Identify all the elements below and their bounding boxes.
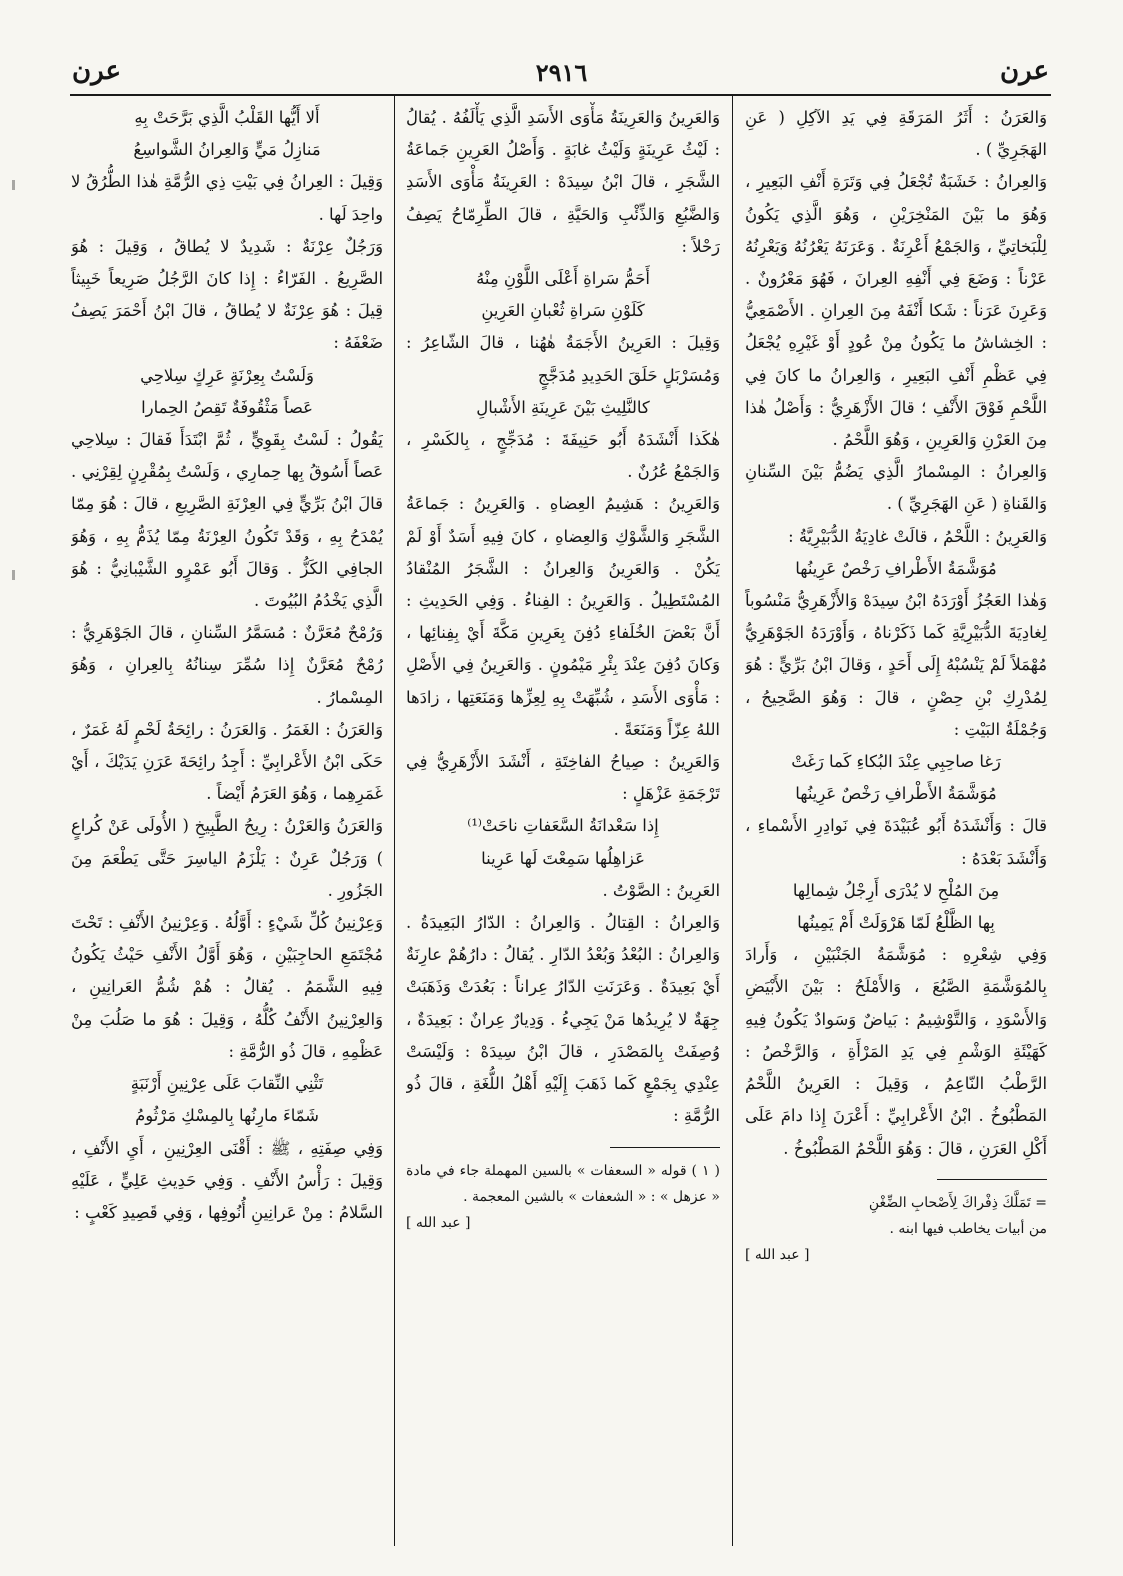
entry-paragraph: وَفِي صِفَتِهِ ، ﷺ : أَقْنَى العِرْنِينِ ، أَيِ الأَنْفِ ، وَقِيلَ : رَأْسُ الأَنْفِ . وَفِي حَدِيثِ عَلِيٍّ ، عَلَيْهِ السَّلامُ : مِنْ عَرانِينِ أُنُوفِها ، وَفِي قَصِيدِ كَعْبٍ : xyxy=(71,1138,383,1222)
verse-line: كَلَوْنِ سَراةِ ثُعْبانِ العَرِينِ xyxy=(481,301,645,321)
entry-paragraph: وَالعَرِينُ : اللَّحْمُ ، قالَتْ غادِيَةُ الدُّبَيْرِيَّةُ : xyxy=(788,526,1047,546)
page-number: ٢٩١٦ xyxy=(535,58,588,87)
entry-paragraph: وَالعِرانُ : خَشَبَةٌ تُجْعَلُ فِي وَتَرَةِ أَنْفِ البَعِيرِ ، وَهُوَ ما بَيْنَ المَنْخِرَيْنِ ، وَهُوَ الَّذِي يَكُونُ لِلْبَخاتِيِّ ، وَالجَمْعُ أَعْرِنَةٌ . وَعَرَنَهُ يَعْرُنُهُ وَيَعْرِنُهُ عَرْناً : وَضَعَ فِي أَنْفِهِ العِرانَ ، فَهُوَ مَعْرُونٌ . وَعَرِنَ عَرَناً : شَكا أَنْفَهُ مِنَ العِرانِ . الأَصْمَعِيُّ : الخِشاشُ ما يَكُونُ مِنْ عُودٍ أَوْ غَيْرِهِ يُجْعَلُ فِي عَظْمِ أَنْفِ البَعِيرِ ، وَالعِرانُ ما كانَ فِي اللَّحْمِ فَوْقَ الأَنْفِ ؛ قالَ الأَزْهَرِيُّ : وَأَصْلُ هٰذا مِنَ العَرْنِ وَالعَرِينِ ، وَهُوَ اللَّحْمُ . xyxy=(745,172,1047,450)
scan-mark xyxy=(12,180,15,190)
footnote-signature: [ عبد الله ] xyxy=(745,1246,810,1263)
column-middle xyxy=(406,102,720,1546)
entry-paragraph: وَالعَرِينُ : صِياحُ الفاخِتَةِ ، أَنْشَدَ الأَزْهَرِيُّ فِي تَرْجَمَةِ عَزْهَلٍ : xyxy=(406,752,720,804)
entry-paragraph: قالَ : وَأَنْشَدَهُ أَبُو عُبَيْدَةَ فِي نَوادِرِ الأَسْماءِ ، وَأَنْشَدَ بَعْدَهُ : xyxy=(745,816,1047,868)
entry-paragraph: وَالعَرَنُ : الغَمَرُ . وَالعَرَنُ : رائِحَةُ لَحْمٍ لَهُ غَمَرٌ ، حَكَى ابْنُ الأَعْرابِيِّ : أَجِدُ رائِحَةَ عَرَنِ يَدَيْكَ ، أَيْ غَمَرِهِما ، وَهُوَ العَرَمُ أَيْضاً . xyxy=(71,719,383,804)
entry-paragraph: هٰكَذا أَنْشَدَهُ أَبُو حَنِيفَةَ : مُدَجِّجٍ ، بِالكَسْرِ ، وَالجَمْعُ عُرُنٌ . xyxy=(406,430,720,482)
entry-paragraph: وَقِيلَ : العَرِينُ الأَجَمَةُ هٰهُنا ، قالَ الشّاعِرُ : وَمُسَرْبَلٍ حَلَقَ الحَدِيدِ مُدَجَّجٍ xyxy=(406,333,720,385)
entry-paragraph: وَالعَرِينُ : هَشِيمُ العِضاهِ . وَالعَرِينُ : جَماعَةُ الشَّجَرِ وَالشَّوْكِ وَالعِضاهِ ، كانَ فِيهِ أَسَدٌ أَوْ لَمْ يَكُنْ . وَالعَرِينُ وَالعِرانُ : الشَّجَرُ المُنْقادُ المُسْتَطِيلُ . وَالعَرِينُ : الفِناءُ . وَفِي الحَدِيثِ : أَنَّ بَعْضَ الخُلَفاءِ دُفِنَ بِعَرِينِ مَكَّةَ أَيْ بِفِنائِها ، وَكانَ دُفِنَ عِنْدَ بِئْرِ مَيْمُونٍ . وَالعَرِينُ فِي الأَصْلِ : مَأْوَى الأَسَدِ ، شُبِّهَتْ بِهِ لِعِزِّها وَمَنَعَتِها ، زادَها اللهُ عِزّاً وَمَنَعَةً . xyxy=(406,494,720,739)
entry-paragraph: يَقُولُ : لَسْتُ بِقَوِيٍّ ، ثُمَّ ابْتَدَأَ فَقالَ : سِلاحِي عَصاً أَسُوقُ بِها حِمارِي ، وَلَسْتُ بِمُقْرِنٍ لِقِرْنِي . قالَ ابْنُ بَرِّيٍّ فِي العِرْنَةِ الصَّرِيعِ ، قالَ : هُوَ مِمّا يُمْدَحُ بِهِ ، وَقَدْ تَكُونُ العِرْنَةُ مِمّا يُذَمُّ بِهِ ، وَهُوَ الجافِي الكَزُّ . وَقالَ أَبُو عَمْرٍو الشَّيْبانِيُّ : هُوَ الَّذِي يَخْدُمُ البُيُوتَ . xyxy=(71,430,383,611)
verse-line: تَثْنِي النِّقابَ عَلَى عِرْنِينِ أَرْنَبَةٍ xyxy=(130,1074,324,1094)
verse-line: مِنَ المُلْحِ لا يُدْرَى أَرِجْلُ شِمالِها xyxy=(792,880,1000,900)
verse-line: مَنازِلُ مَيٍّ وَالعِرانُ الشَّواسِعُ xyxy=(133,140,321,160)
verse-line: رَغا صاحِبِي عِنْدَ البُكاءِ كَما رَغَتْ xyxy=(791,752,1001,772)
header-root-right: عرن xyxy=(1000,56,1049,86)
footnote-text: ( ١ ) قوله « السعفات » بالسين المهملة جاء في مادة « عزهل » : « الشعفات » بالشين المعجمة . xyxy=(406,1162,720,1205)
entry-paragraph: وَالعِرانُ : القِتالُ . وَالعِرانُ : الدّارُ البَعِيدَةُ . وَالعِرانُ : البُعْدُ وَبُعْدُ الدّارِ . يُقالُ : دارُهُمْ عارِنَةٌ أَيْ بَعِيدَةٌ . وَعَرَنَتِ الدّارُ عِراناً : بَعُدَتْ وَذَهَبَتْ جِهَةٌ لا يُرِيدُها مَنْ يَجِيءُ . وَدِيارٌ عِرانٌ : بَعِيدَةٌ ، وُصِفَتْ بِالمَصْدَرِ ، قالَ ابْنُ سِيدَهْ : وَلَيْسَتْ عِنْدِي بِجَمْعٍ كَما ذَهَبَ إِلَيْهِ أَهْلُ اللُّغَةِ ، قالَ ذُو الرُّمَّةِ : xyxy=(406,913,720,1126)
verse-line: بِها الظَّلْعُ لَمّا هَرْوَلَتْ أَمْ يَمِينُها xyxy=(797,913,995,933)
verse-line: مُوَشَّمَةُ الأَطْرافِ رَخْصٌ عَرِينُها xyxy=(795,558,997,578)
entry-paragraph: وَفِي شِعْرِهِ : مُوَشَّمَةُ الجَنْبَيْنِ ، وَأَرادَ بِالمُوَشَّمَةِ الصَّبُعَ ، وَالأَمْلَحُ : بَيْنَ الأَبْيَضِ وَالأَسْوَدِ ، وَالتَّوْشِيمُ : بَياضٌ وَسَوادٌ يَكُونُ فِيهِ كَهَيْئَةِ الوَشْمِ فِي يَدِ المَرْأَةِ ، وَالرَّخْصُ : الرَّطْبُ النّاعِمُ ، وَقِيلَ : العَرِينُ اللَّحْمُ المَطْبُوخُ . ابْنُ الأَعْرابِيِّ : أَعْرَنَ إِذا دامَ عَلَى أَكْلِ العَرَنِ ، قالَ : وَهُوَ اللَّحْمُ المَطْبُوخُ . xyxy=(745,945,1047,1158)
scan-mark xyxy=(12,570,15,580)
entry-paragraph: العَرِينُ : الصَّوْتُ . xyxy=(602,880,720,900)
entry-paragraph: وَرُمْحٌ مُعَرَّنٌ : مُسَمَّرُ السِّنانِ ، قالَ الجَوْهَرِيُّ : رُمْحٌ مُعَرَّنٌ إِذا سُمِّرَ سِنانُهُ بِالعِرانِ ، وَهُوَ المِسْمارُ . xyxy=(71,623,383,707)
verse-line: عَزاهِلُها سَمِعْتَ لَها عَرِينا xyxy=(481,848,645,868)
footnote-rule xyxy=(610,1147,720,1148)
header-root-left: عرن xyxy=(72,56,121,86)
entry-paragraph: وَهٰذا العَجُزُ أَوْرَدَهُ ابْنُ سِيدَهْ وَالأَزْهَرِيُّ مَنْسُوباً لِغادِيَةَ الدُّبَيْرِيَّةِ كَما ذَكَرْناهُ ، وَأَوْرَدَهُ الجَوْهَرِيُّ مُهْمَلاً لَمْ يَنْسُبْهُ إِلَى أَحَدٍ ، وَقالَ ابْنُ بَرِّيٍّ : هُوَ لِمُدْرِكِ بْنِ حِصْنٍ ، قالَ : وَهُوَ الصَّحِيحُ ، وَجُمْلَةُ البَيْتِ : xyxy=(745,591,1047,739)
header-rule xyxy=(70,94,1051,96)
column-divider-left xyxy=(394,96,395,1546)
column-divider-right xyxy=(732,96,733,1546)
verse-line: شَمّاءَ مارِنُها بِالمِسْكِ مَرْثُومُ xyxy=(135,1106,319,1126)
entry-paragraph: وَالعِرانُ : المِسْمارُ الَّذِي يَضُمُّ بَيْنَ السِّنانِ وَالقَناةِ ( عَنِ الهَجَرِيِّ ) . xyxy=(745,462,1047,514)
verse-line: إِذا سَعْدانَةُ السَّعَفاتِ ناحَتْ⁽¹⁾ xyxy=(467,816,659,836)
entry-paragraph: وَالعَرِينُ وَالعَرِينَةُ مَأْوَى الأَسَدِ الَّذِي يَأْلَفُهُ . يُقالُ : لَيْثُ عَرِينَةٍ وَلَيْثُ غابَةٍ . وَأَصْلُ العَرِينِ جَماعَةُ الشَّجَرِ ، قالَ ابْنُ سِيدَهْ : العَرِينَةُ مَأْوَى الأَسَدِ وَالضَّبُعِ وَالذِّئْبِ وَالحَيَّةِ ، قالَ الطِّرِمّاحُ يَصِفُ رَحْلاً : xyxy=(406,108,720,256)
entry-paragraph: وَالعَرَنُ : أَثَرُ المَرَقَةِ فِي يَدِ الآكِلِ ( عَنِ الهَجَرِيِّ ) . xyxy=(745,108,1047,160)
column-right xyxy=(745,102,1047,1546)
column-left xyxy=(71,102,383,1546)
verse-line: كالنَّلِيثِ بَيْنَ عَرِينَةِ الأَشْبالِ xyxy=(476,397,650,417)
footnote-rule xyxy=(937,1179,1047,1180)
verse-line: عَصاً مَثْقُوفَةٌ تَقِصُ الحِمارا xyxy=(141,397,313,417)
footnote-signature: [ عبد الله ] xyxy=(406,1214,471,1231)
verse-line: أَلا أَيُّها القَلْبُ الَّذِي بَرَّحَتْ بِهِ xyxy=(134,108,320,127)
footnote-text: = تَمَلَّكَ ذِفْراكَ لِأَصْحابِ الضِّغْنِ xyxy=(868,1194,1047,1211)
verse-line: مُوَشَّمَةُ الأَطْرافِ رَخْصٌ عَرِينُها xyxy=(795,784,997,804)
entry-paragraph: وَعِرْنِينُ كُلِّ شَيْءٍ : أَوَّلُهُ . وَعِرْنِينُ الأَنْفِ : تَحْتَ مُجْتَمَعِ الحاجِبَيْنِ ، وَهُوَ أَوَّلُ الأَنْفِ حَيْثُ يَكُونُ فِيهِ الشَّمَمُ . يُقالُ : هُمْ شُمُّ العَرانِينِ ، وَالعِرْنِينُ الأَنْفُ كُلُّهُ ، وَقِيلَ : هُوَ ما صَلُبَ مِنْ عَظْمِهِ ، قالَ ذُو الرُّمَّةِ : xyxy=(71,913,383,1061)
verse-line: وَلَسْتُ بِعِرْنَةٍ عَرِكٍ سِلاحِي xyxy=(140,365,314,385)
entry-paragraph: وَرَجُلٌ عِرْنَةٌ : شَدِيدٌ لا يُطاقُ ، وَقِيلَ : هُوَ الصَّرِيعُ . الفَرّاءُ : إِذا كانَ الرَّجُلُ صَرِيعاً خَبِيثاً قِيلَ : هُوَ عِرْنَةٌ لا يُطاقُ ، قالَ ابْنُ أَحْمَرَ يَصِفُ ضَعْفَهُ : xyxy=(71,236,383,353)
entry-paragraph: وَقِيلَ : العِرانُ فِي بَيْتِ ذِي الرُّمَّةِ هٰذا الطُّرُقُ لا واحِدَ لَها . xyxy=(71,172,383,224)
entry-paragraph: وَالعَرَنُ وَالعَرْنُ : رِيحُ الطَّبِيخِ ( الأُولَى عَنْ كُراعٍ ) وَرَجُلٌ عَرِنٌ : يَلْزَمُ الياسِرَ حَتَّى يَطْعَمَ مِنَ الجَزُورِ . xyxy=(71,816,383,900)
verse-line: أَحَمُّ سَراةِ أَعْلَى اللَّوْنِ مِنْهُ xyxy=(476,269,650,289)
footnote-text: من أبيات يخاطب فيها ابنه . xyxy=(889,1220,1047,1237)
